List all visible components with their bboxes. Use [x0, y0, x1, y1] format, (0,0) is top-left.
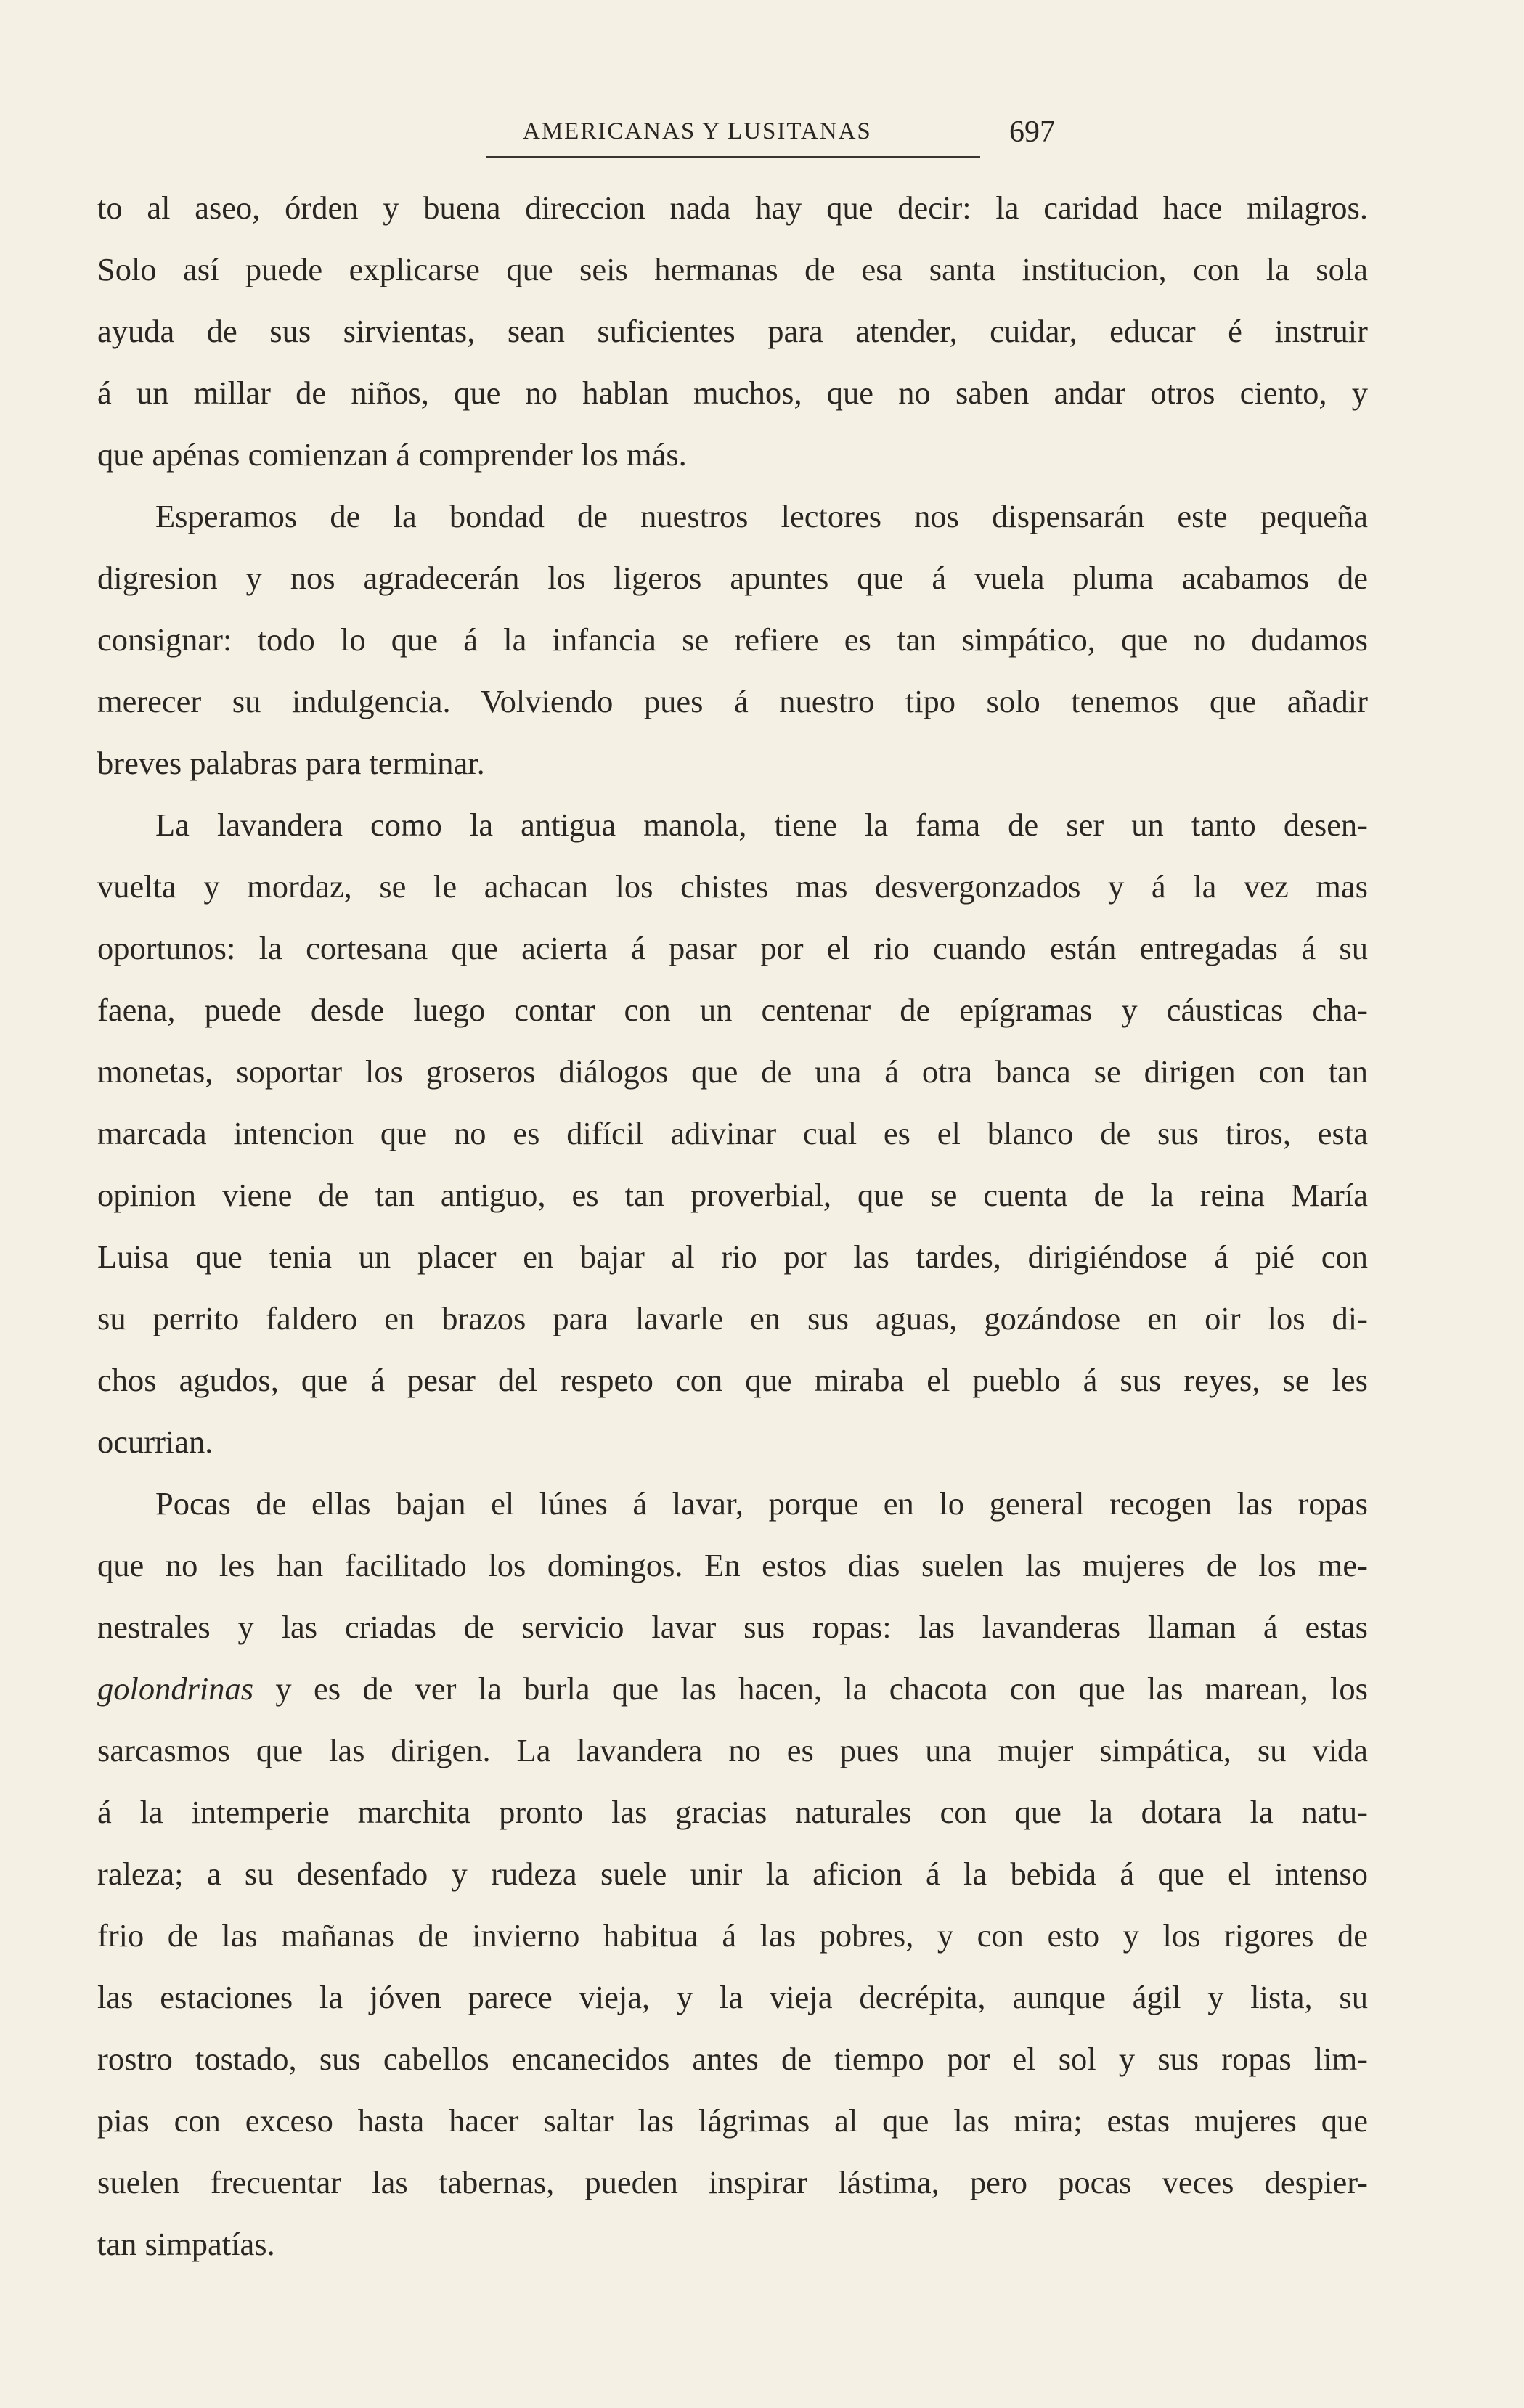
text-line: vuelta y mordaz, se le achacan los chistes mas desvergonzados y á la vez mas [97, 868, 1368, 905]
text-line: ayuda de sus sirvientas, sean suficientes para atender, cuidar, educar é instruir [97, 313, 1368, 349]
text-line: tan simpatías. [97, 2226, 275, 2262]
text-line: pias con exceso hasta hacer saltar las lágrimas al que las mira; estas mujeres que [97, 2102, 1368, 2139]
text-line: Esperamos de la bondad de nuestros lectores nos dispensarán este pequeña [155, 498, 1368, 534]
text-line: Solo así puede explicarse que seis hermanas de esa santa institucion, con la sola [97, 251, 1368, 287]
text-line: su perrito faldero en brazos para lavarle en sus aguas, gozándose en oir los di- [97, 1300, 1368, 1336]
text-line: las estaciones la jóven parece vieja, y la vieja decrépita, aunque ágil y lista, su [97, 1979, 1368, 2015]
text-line: chos agudos, que á pesar del respeto con que miraba el pueblo á sus reyes, se les [97, 1362, 1368, 1398]
text-line: á un millar de niños, que no hablan muchos, que no saben andar otros ciento, y [97, 375, 1368, 411]
text-line: suelen frecuentar las tabernas, pueden inspirar lástima, pero pocas veces despier- [97, 2164, 1368, 2200]
text-line: que apénas comienzan á comprender los más. [97, 436, 687, 473]
text-line: nestrales y las criadas de servicio lavar sus ropas: las lavanderas llaman á estas [97, 1609, 1368, 1645]
text-line: breves palabras para terminar. [97, 745, 485, 781]
text-line: Pocas de ellas bajan el lúnes á lavar, porque en lo general recogen las ropas [155, 1485, 1368, 1522]
text-line: consignar: todo lo que á la infancia se refiere es tan simpático, que no dudamos [97, 621, 1368, 658]
body-text [97, 177, 1368, 2275]
text-line: ocurrian. [97, 1424, 213, 1460]
text-line: rostro tostado, sus cabellos encanecidos antes de tiempo por el sol y sus ropas lim- [97, 2041, 1368, 2077]
text-line: á la intemperie marchita pronto las gracias naturales con que la dotara la natu- [97, 1794, 1368, 1830]
text-line: que no les han facilitado los domingos. En estos dias suelen las mujeres de los me- [97, 1547, 1368, 1583]
text-line: golondrinas y es de ver la burla que las hacen, la chacota con que las marean, los [97, 1670, 1368, 1707]
paragraph-1 [97, 177, 1368, 486]
text-line: monetas, soportar los groseros diálogos que de una á otra banca se dirigen con tan [97, 1053, 1368, 1090]
paragraph-2 [97, 486, 1368, 794]
text-line: marcada intencion que no es difícil adivinar cual es el blanco de sus tiros, esta [97, 1115, 1368, 1151]
paragraph-3 [97, 794, 1368, 1473]
text-line: opinion viene de tan antiguo, es tan proverbial, que se cuenta de la reina María [97, 1177, 1368, 1213]
text-line: frio de las mañanas de invierno habitua á las pobres, y con esto y los rigores de [97, 1917, 1368, 1954]
text-line: La lavandera como la antigua manola, tiene la fama de ser un tanto desen- [155, 807, 1368, 843]
text-line: Luisa que tenia un placer en bajar al rio por las tardes, dirigiéndose á pié con [97, 1238, 1368, 1275]
text-line: digresion y nos agradecerán los ligeros apuntes que á vuela pluma acabamos de [97, 560, 1368, 596]
header-rule [486, 156, 980, 158]
running-head [486, 113, 980, 156]
text-line: raleza; a su desenfado y rudeza suele unir la aficion á la bebida á que el intenso [97, 1856, 1368, 1892]
text-line: sarcasmos que las dirigen. La lavandera no es pues una mujer simpática, su vida [97, 1732, 1368, 1768]
text-line: oportunos: la cortesana que acierta á pasar por el rio cuando están entregadas á su [97, 930, 1368, 966]
text-line: merecer su indulgencia. Volviendo pues á nuestro tipo solo tenemos que añadir [97, 683, 1368, 719]
italic-word: golondrinas [97, 1670, 254, 1707]
text-line: to al aseo, órden y buena direccion nada hay que decir: la caridad hace milagros. [97, 189, 1368, 226]
running-title: AMERICANAS Y LUSITANAS [523, 118, 872, 144]
page-number: 697 [1009, 115, 1055, 149]
paragraph-4 [97, 1473, 1368, 2275]
text-line: faena, puede desde luego contar con un centenar de epígramas y cáusticas cha- [97, 992, 1368, 1028]
